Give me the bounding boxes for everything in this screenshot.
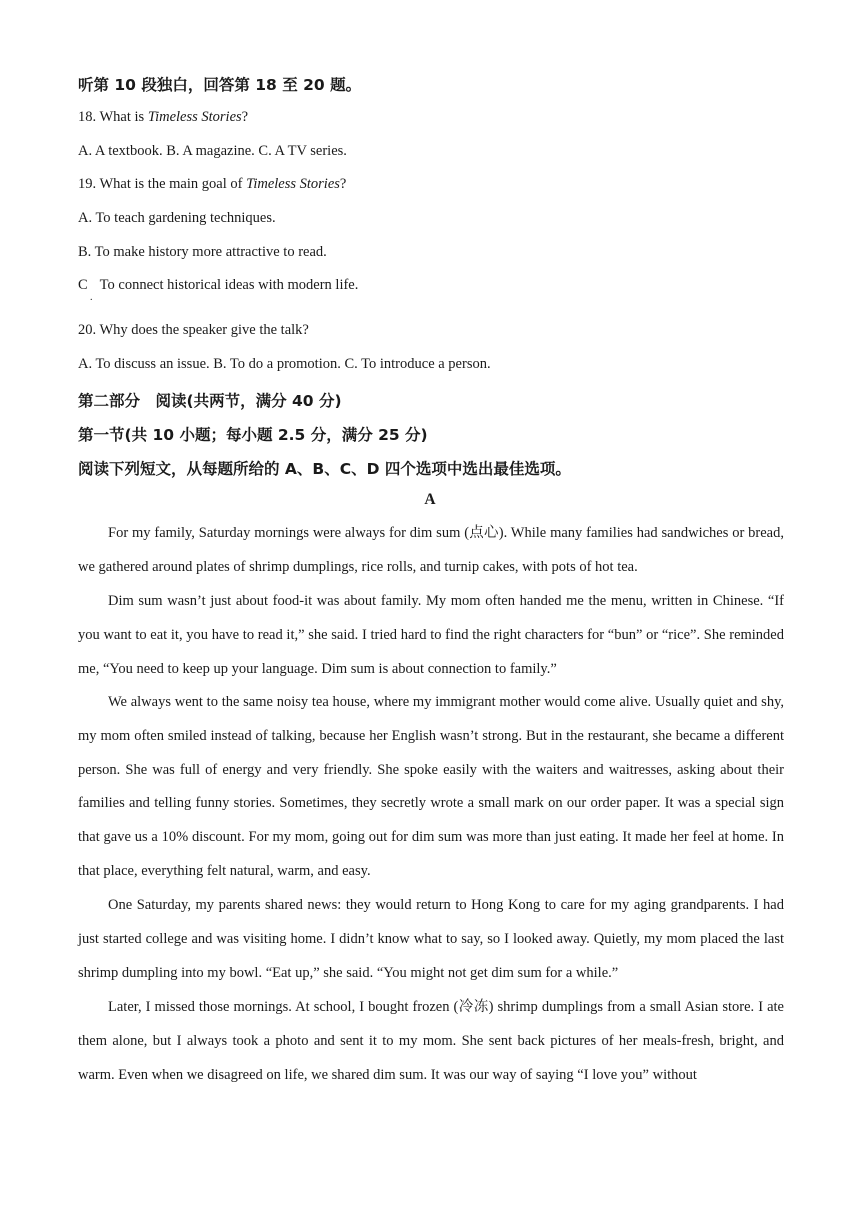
paragraph-3-text: We always went to the same noisy tea house, where my immigrant mother would come alive. Usually quiet and shy, my mom often smiled instead of talking, because her English wasn’t strong. But in the restaurant, she became a different person. She was full of energy and very friendly. She spoke easily with the waiters and waitresses, asking about their families and telling funny stories. Sometimes, they secretly wrote a small mark on our order paper. It was a special sign that gave us a 10% discount. For my mom, going out for dim sum was more than just eating. It made her feel at home. In that place, everything felt natural, warm, and easy.	[78, 694, 784, 879]
question-20-stem: 20. Why does the speaker give the talk?	[78, 322, 309, 338]
question-18-stem	[78, 109, 248, 126]
paragraph-2-text: Dim sum wasn’t just about food-it was about family. My mom often handed me the menu, written in Chinese. “If you want to eat it, you have to read it,” she said. I tried hard to find the right characters for “bun” or “rice”. She reminded me, “You need to keep up your language. Dim sum is about connection to family.”	[78, 593, 784, 677]
question-18-options: A. A textbook. B. A magazine. C. A TV series.	[78, 143, 347, 159]
passage-paragraph-3	[78, 686, 784, 889]
passage-paragraph-2	[78, 585, 784, 686]
q19-option-c-text: To connect historical ideas with modern life.	[99, 277, 359, 293]
q19-stem-prefix: 19. What is the main goal of	[78, 176, 247, 192]
passage-paragraph-5	[78, 991, 784, 1092]
paragraph-1-text: For my family, Saturday mornings were always for dim sum (点心). While many families had sandwiches or bread, we gathered around plates of shrimp dumplings, rice rolls, and turnip cakes, with pots of hot tea.	[78, 525, 784, 575]
paragraph-5-text: Later, I missed those mornings. At school, I bought frozen (冷冻) shrimp dumplings from a small Asian store. I ate them alone, but I always took a photo and sent it to my mom. She sent back pictures of her meals-fresh, bright, and warm. Even when we disagreed on life, we shared dim sum. It was our way of saying “I love you” without	[78, 999, 784, 1083]
q19-stem-title: Timeless Stories	[246, 176, 340, 192]
q18-stem-title: Timeless Stories	[147, 109, 242, 125]
section1-heading: 第一节(共 10 小题；每小题 2.5 分，满分 25 分)	[78, 426, 428, 444]
passage-paragraph-4	[78, 889, 784, 990]
paragraph-4-text: One Saturday, my parents shared news: they would return to Hong Kong to care for my aging grandparents. I had just started college and was visiting home. I didn’t know what to say, so I looked away. Quietly, my mom placed the last shrimp dumpling into my bowl. “Eat up,” she said. “You might not get dim sum for a while.”	[78, 897, 784, 981]
q18-stem-prefix: 18. What is	[78, 109, 148, 125]
passage-paragraph-1	[78, 517, 784, 585]
passage-title: A	[424, 491, 436, 508]
q19-option-c-dot: .	[90, 292, 93, 303]
q18-stem-suffix: ?	[241, 109, 249, 125]
reading-instruction: 阅读下列短文，从每题所给的 A、B、C、D 四个选项中选出最佳选项。	[78, 460, 571, 478]
question-19-option-a: A. To teach gardening techniques.	[78, 210, 276, 226]
question-19-option-c	[78, 277, 358, 294]
section10-heading: 听第 10 段独白，回答第 18 至 20 题。	[78, 76, 362, 94]
question-19-stem	[78, 176, 346, 193]
q19-option-c-letter: C	[78, 277, 88, 293]
part2-heading: 第二部分 阅读(共两节，满分 40 分)	[78, 392, 342, 410]
q19-stem-suffix: ?	[339, 176, 347, 192]
question-20-options: A. To discuss an issue. B. To do a promotion. C. To introduce a person.	[78, 356, 491, 372]
question-19-option-b: B. To make history more attractive to read.	[78, 244, 327, 260]
